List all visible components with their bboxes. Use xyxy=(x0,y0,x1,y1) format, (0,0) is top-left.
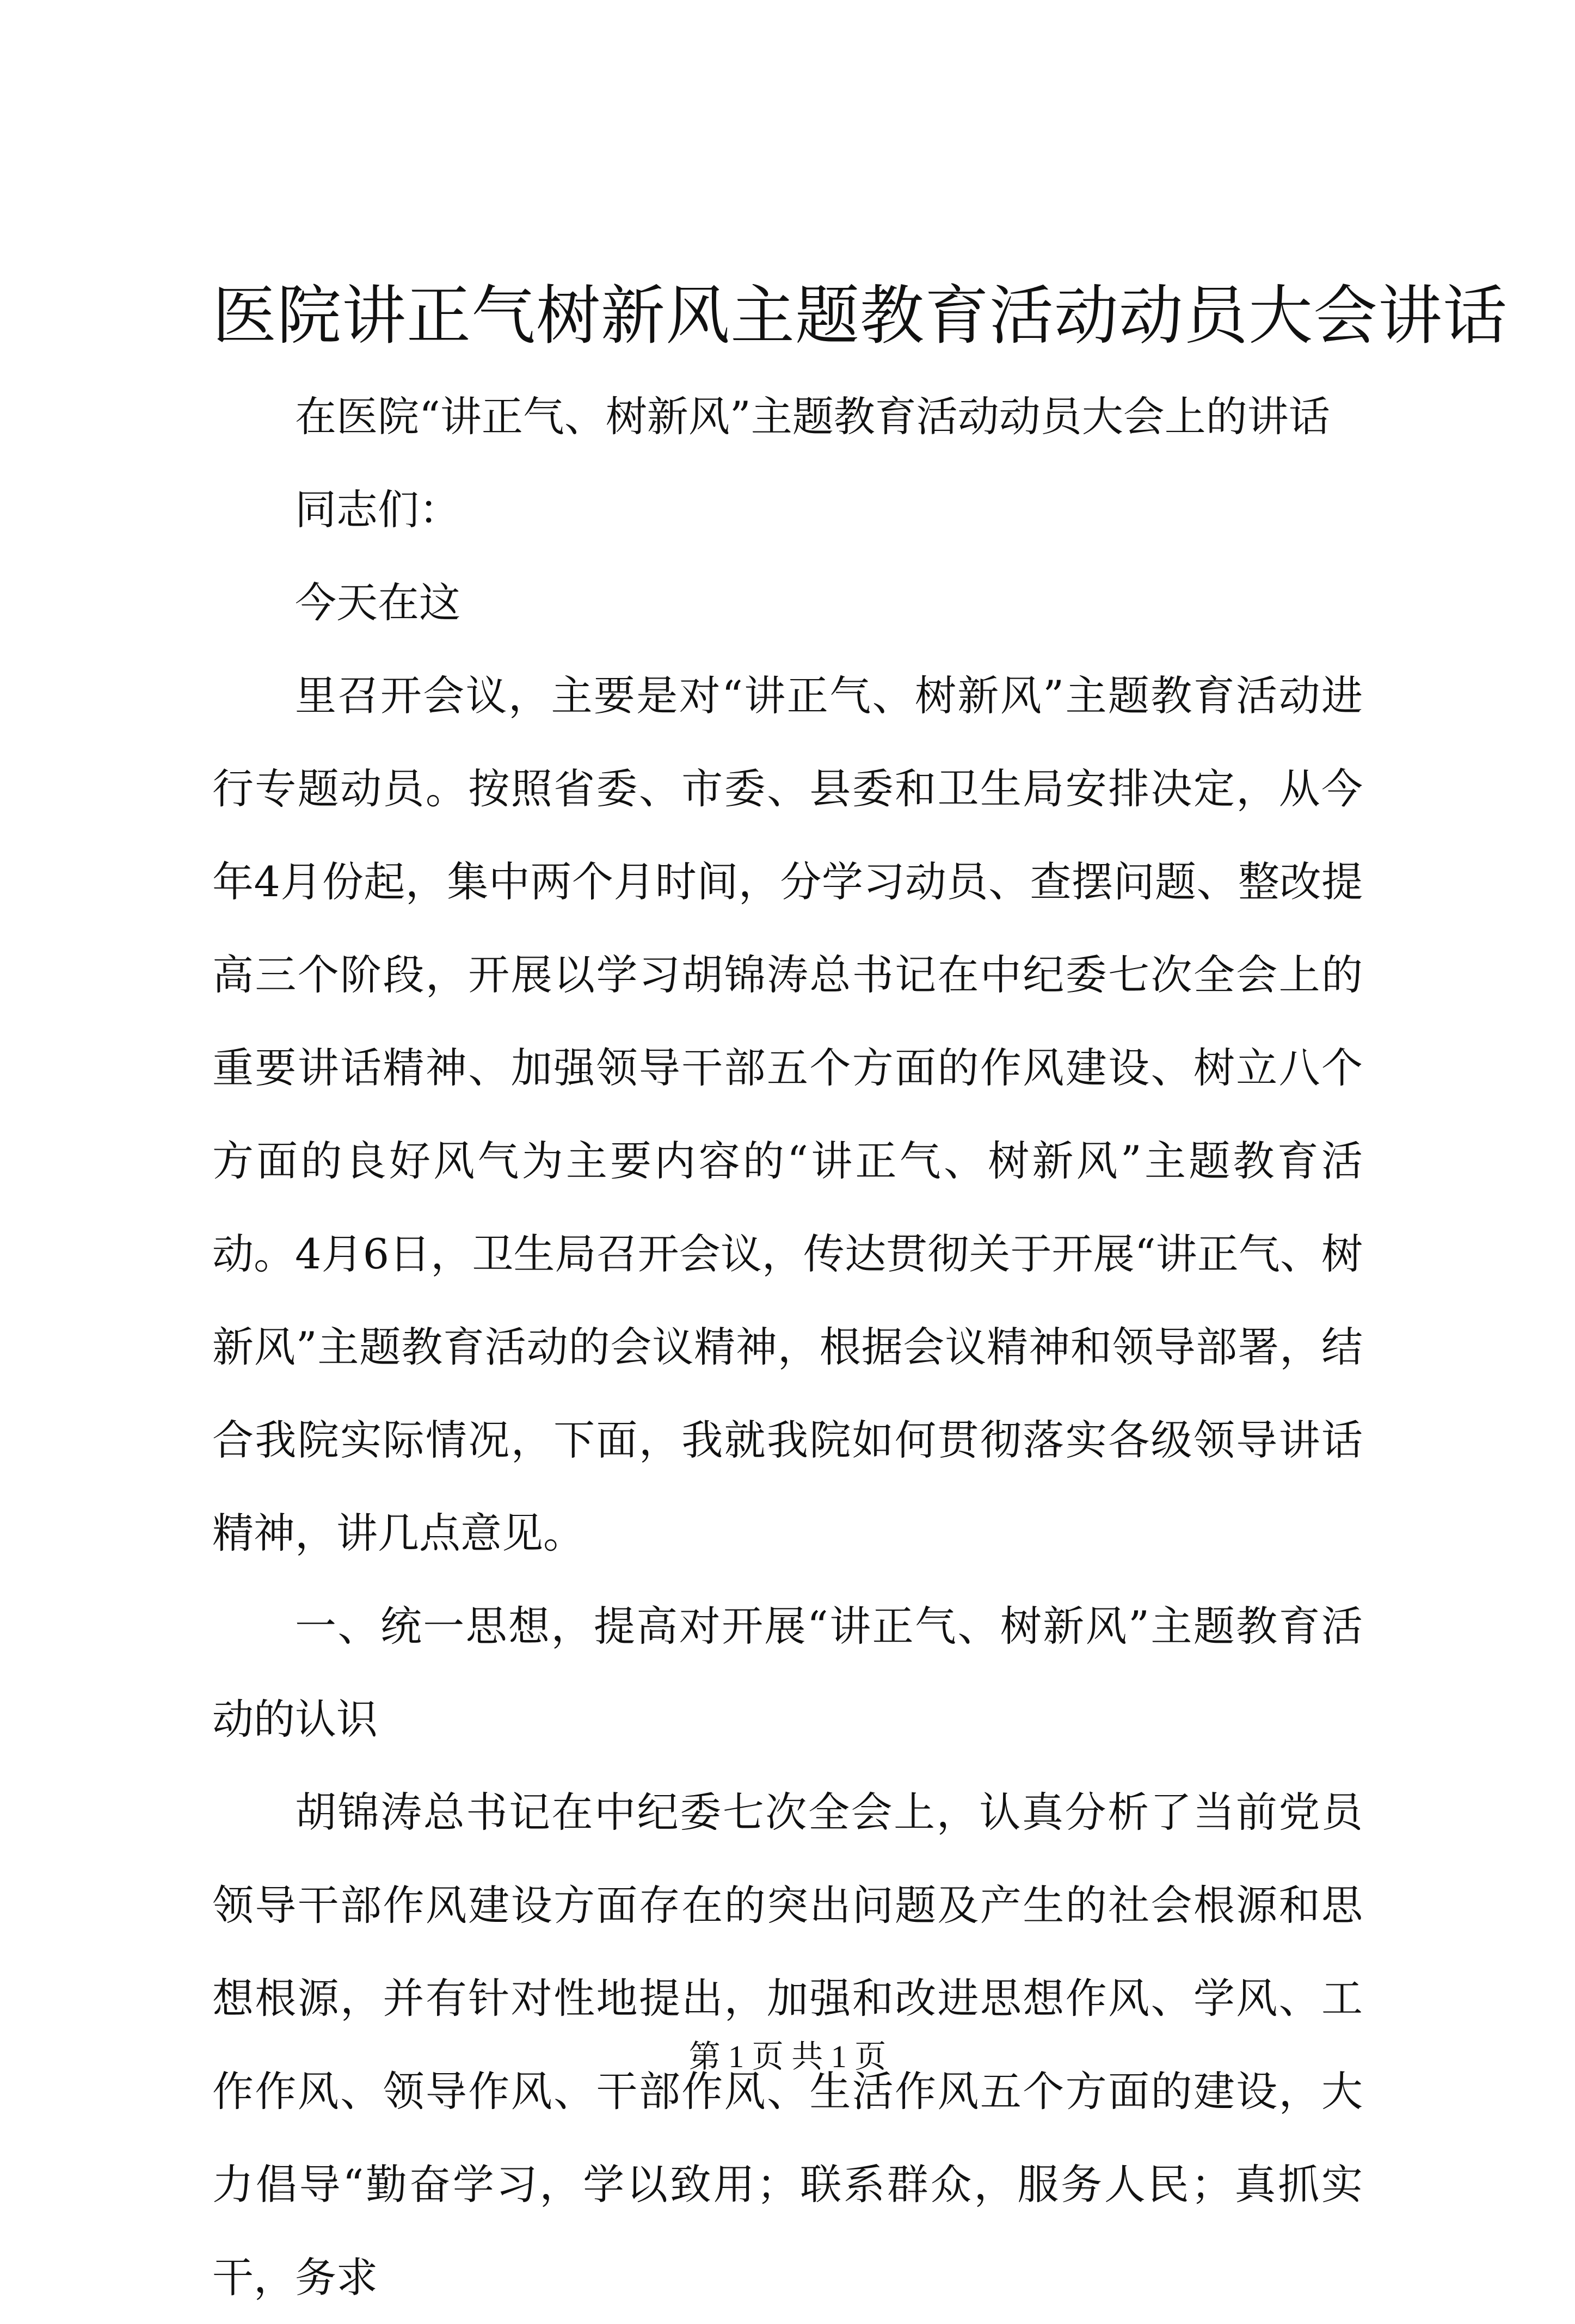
document-body xyxy=(212,370,1363,2324)
introduction-paragraph: 里召开会议，主要是对“讲正气、树新风”主题教育活动进行专题动员。按照省委、市委、县委和卫生局安排决定，从今年4月份起，集中两个月时间，分学习动员、查摆问题、整改提高三个阶段，开展以学习胡锦涛总书记在中纪委七次全会上的重要讲话精神、加强领导干部五个方面的作风建设、树立八个方面的良好风气为主要内容的“讲正气、树新风”主题教育活动。4月6日，卫生局召开会议，传达贯彻关于开展“讲正气、树新风”主题教育活动的会议精神，根据会议精神和领导部署，结合我院实际情况，下面，我就我院如何贯彻落实各级领导讲话精神，讲几点意见。 xyxy=(212,671,1363,1557)
section-one-heading: 一、统一思想，提高对开展“讲正气、树新风”主题教育活动的认识 xyxy=(212,1602,1363,1743)
page-number-footer: 第 1 页 共 1 页 xyxy=(688,2039,887,2074)
opening-fragment-paragraph: 今天在这 xyxy=(295,578,460,627)
document-title: 医院讲正气树新风主题教育活动动员大会讲话 xyxy=(212,278,1508,353)
salutation-paragraph: 同志们： xyxy=(295,485,460,534)
speech-heading-paragraph: 在医院“讲正气、树新风”主题教育活动动员大会上的讲话 xyxy=(295,392,1330,441)
section-one-paragraph: 胡锦涛总书记在中纪委七次全会上，认真分析了当前党员领导干部作风建设方面存在的突出问题及产生的社会根源和思想根源，并有针对性地提出，加强和改进思想作风、学风、工作作风、领导作风、干部作风、生活作风五个方面的建设，大力倡导“勤奋学习，学以致用；联系群众，服务人民；真抓实干，务求 xyxy=(212,1788,1363,2302)
